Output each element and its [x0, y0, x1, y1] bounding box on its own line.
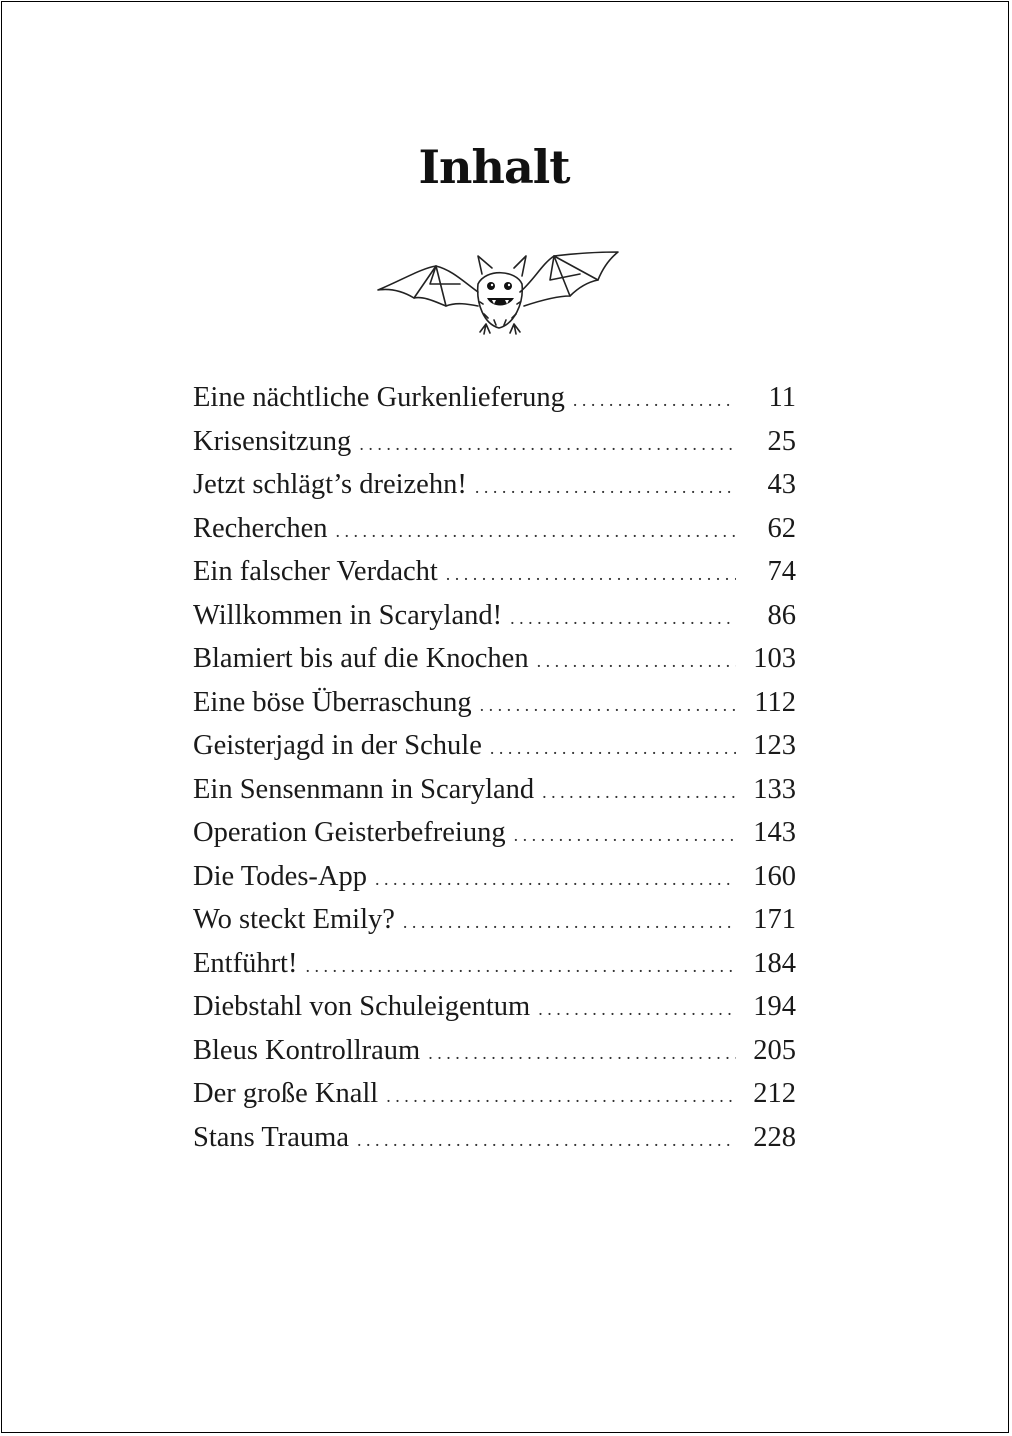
toc-entry-title: Wo steckt Emily?: [193, 904, 395, 935]
toc-entry: [193, 469, 796, 513]
toc-leader-dots: [359, 434, 736, 455]
toc-entry-page-number: 103: [753, 643, 796, 674]
toc-entry-title: Jetzt schlägt’s dreizehn!: [193, 469, 467, 500]
toc-entry: [193, 991, 796, 1035]
toc-entry: [193, 948, 796, 992]
toc-entry: [193, 730, 796, 774]
toc-entry-title: Willkommen in Scaryland!: [193, 599, 503, 631]
toc-leader-dots: [357, 1130, 736, 1151]
toc-leader-dots: [542, 782, 736, 803]
toc-leader-dots: [428, 1043, 736, 1064]
toc-entry: [193, 600, 796, 644]
toc-entry-page-number: 62: [767, 512, 796, 544]
toc-entry-title: Geisterjagd in der Schule: [193, 730, 482, 761]
toc-entry-title: Operation Geisterbefreiung: [193, 817, 506, 848]
toc-leader-dots: [386, 1086, 736, 1107]
toc-entry-title: Ein Sensenmann in Scaryland: [193, 773, 535, 805]
toc-entry-page-number: 123: [753, 730, 796, 761]
toc-entry-title: Recherchen: [193, 512, 328, 544]
toc-entry: [193, 904, 796, 948]
toc-entry: [193, 513, 796, 557]
toc-entry-title: Bleus Kontrollraum: [193, 1034, 421, 1066]
toc-entry-page-number: 205: [753, 1034, 796, 1066]
toc-entry-page-number: 228: [753, 1121, 796, 1153]
toc-entry: [193, 1078, 796, 1122]
toc-entry-title: Diebstahl von Schuleigentum: [193, 991, 531, 1022]
toc-entry-page-number: 194: [753, 991, 796, 1022]
toc-entry-title: Ein falscher Verdacht: [193, 556, 438, 587]
toc-entry-page-number: 112: [754, 686, 796, 718]
toc-leader-dots: [514, 825, 736, 846]
toc-entry: [193, 817, 796, 861]
toc-entry-page-number: 184: [753, 947, 796, 979]
toc-leader-dots: [403, 912, 736, 933]
page-title: Inhalt: [418, 140, 570, 194]
toc-entry-page-number: 160: [753, 860, 796, 892]
toc-entry-title: Entführt!: [193, 947, 298, 979]
toc-entry-title: Eine nächtliche Gurkenlieferung: [193, 382, 565, 413]
toc-entry: [193, 1035, 796, 1079]
toc-leader-dots: [537, 651, 736, 672]
toc-entry: [193, 382, 796, 426]
toc-entry-page-number: 43: [767, 469, 796, 500]
toc-entry-title: Stans Trauma: [193, 1121, 349, 1153]
toc-entry-page-number: 212: [753, 1078, 796, 1109]
toc-entry-page-number: 25: [767, 425, 796, 457]
toc-leader-dots: [538, 999, 736, 1020]
toc-entry: [193, 426, 796, 470]
toc-leader-dots: [490, 738, 736, 759]
toc-entry-title: Die Todes-App: [193, 860, 367, 892]
toc-entry-title: Eine böse Überraschung: [193, 686, 472, 718]
toc-leader-dots: [510, 608, 736, 629]
toc-leader-dots: [480, 695, 736, 716]
toc-entry: [193, 687, 796, 731]
toc-entry-page-number: 86: [767, 599, 796, 631]
toc-entry: [193, 643, 796, 687]
toc-entry: [193, 774, 796, 818]
toc-leader-dots: [305, 956, 736, 977]
toc-leader-dots: [475, 477, 736, 498]
toc-entry-page-number: 11: [768, 382, 796, 413]
toc-entry: [193, 1122, 796, 1166]
toc-entry-title: Der große Knall: [193, 1078, 379, 1109]
toc-entry-title: Krisensitzung: [193, 425, 352, 457]
toc-leader-dots: [375, 869, 736, 890]
bat-illustration: [374, 244, 624, 338]
toc-entry-page-number: 133: [753, 773, 796, 805]
table-of-contents: [193, 382, 796, 1165]
book-page: [1, 1, 1009, 1433]
toc-entry-page-number: 74: [767, 556, 796, 587]
toc-entry-title: Blamiert bis auf die Knochen: [193, 643, 529, 674]
toc-leader-dots: [336, 521, 737, 542]
toc-leader-dots: [573, 390, 736, 411]
toc-entry: [193, 861, 796, 905]
toc-entry-page-number: 143: [753, 817, 796, 848]
toc-entry-page-number: 171: [753, 904, 796, 935]
toc-leader-dots: [446, 564, 736, 585]
toc-entry: [193, 556, 796, 600]
